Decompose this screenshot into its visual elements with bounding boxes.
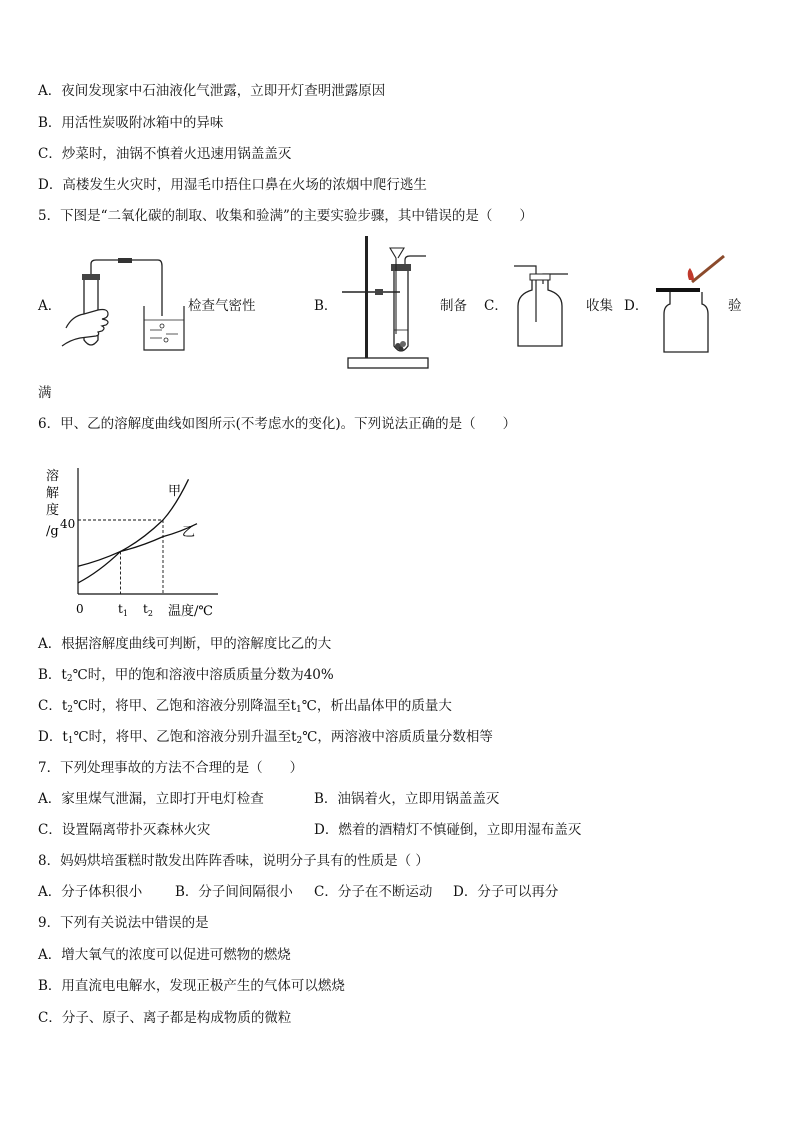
- y-axis-label-3: 度: [46, 503, 60, 518]
- co2-preparation-apparatus-figure: [340, 234, 436, 374]
- series-label-yi: 乙: [182, 525, 196, 540]
- q4-option-a: A．夜间发现家中石油液化气泄露，立即开灯查明泄露原因: [38, 83, 386, 99]
- q5-b-label: 制备: [440, 298, 467, 314]
- q6-stem: 6．甲、乙的溶解度曲线如图所示(不考虑水的变化)。下列说法正确的是（ ）: [38, 416, 517, 432]
- q5-a-letter: A．: [38, 298, 62, 314]
- x-axis-label: 温度/℃: [168, 604, 213, 619]
- solubility-curve-chart: [38, 464, 228, 622]
- y-axis-label-1: 溶: [46, 469, 60, 484]
- q5-d-letter: D．: [624, 298, 649, 314]
- q9-stem: 9．下列有关说法中错误的是: [38, 915, 209, 931]
- series-label-jia: 甲: [168, 484, 182, 499]
- q8-option-b: B．分子间间隔很小: [175, 884, 293, 900]
- q7-stem: 7．下列处理事故的方法不合理的是（ ）: [38, 760, 304, 776]
- q7-option-b: B．油锅着火，立即用锅盖盖灭: [314, 791, 500, 807]
- q5-a-label: 检查气密性: [188, 298, 256, 314]
- x-tick-t2: $t_2$: [143, 602, 153, 618]
- q9-option-b: B．用直流电电解水，发现正极产生的气体可以燃烧: [38, 978, 345, 994]
- q5-c-letter: C．: [484, 298, 508, 314]
- curve-yi: [78, 524, 197, 567]
- q5-stem: 5．下图是“二氧化碳的制取、收集和验满”的主要实验步骤，其中错误的是（ ）: [38, 208, 533, 224]
- q8-option-c: C．分子在不断运动: [314, 884, 433, 900]
- q9-option-a: A．增大氧气的浓度可以促进可燃物的燃烧: [38, 947, 291, 963]
- origin-label: 0: [76, 602, 84, 616]
- y-axis-label-4: /g: [46, 524, 59, 539]
- gas-collection-bottle-figure: [510, 262, 574, 352]
- q7-option-d: D．燃着的酒精灯不慎碰倒，立即用湿布盖灭: [314, 822, 582, 838]
- q5-c-label: 收集: [586, 298, 613, 314]
- co2-full-test-figure: [654, 250, 732, 356]
- q4-option-c: C．炒菜时，油锅不慎着火迅速用锅盖盖灭: [38, 146, 292, 162]
- q8-option-d: D．分子可以再分: [453, 884, 559, 900]
- q4-option-b: B．用活性炭吸附冰箱中的异味: [38, 115, 224, 131]
- q5-d-label-continued: 满: [38, 385, 52, 401]
- q6-option-b: B．$t_2℃$时，甲的饱和溶液中溶质质量分数为40%: [38, 667, 334, 684]
- q5-b-letter: B．: [314, 298, 338, 314]
- q6-option-d: D．$t_1℃$时，将甲、乙饱和溶液分别升温至$t_2℃$，两溶液中溶质质量分数相等: [38, 729, 493, 746]
- x-tick-t1: $t_1$: [118, 602, 128, 618]
- airtightness-check-figure: [58, 258, 188, 358]
- q6-option-c: C．$t_2℃$时，将甲、乙饱和溶液分别降温至$t_1℃$，析出晶体甲的质量大: [38, 698, 452, 715]
- y-tick-40: 40: [60, 517, 76, 531]
- q5-d-label: 验: [728, 298, 742, 314]
- q9-option-c: C．分子、原子、离子都是构成物质的微粒: [38, 1010, 292, 1026]
- q8-stem: 8．妈妈烘培蛋糕时散发出阵阵香味，说明分子具有的性质是（ ）: [38, 853, 429, 869]
- q7-option-a: A．家里煤气泄漏，立即打开电灯检查: [38, 791, 264, 807]
- q4-option-d: D．高楼发生火灾时，用湿毛巾捂住口鼻在火场的浓烟中爬行逃生: [38, 177, 427, 193]
- q6-option-a: A．根据溶解度曲线可判断，甲的溶解度比乙的大: [38, 636, 332, 652]
- y-axis-label-2: 解: [46, 486, 60, 501]
- q7-option-c: C．设置隔离带扑灭森林火灾: [38, 822, 211, 838]
- q8-option-a: A．分子体积很小: [38, 884, 143, 900]
